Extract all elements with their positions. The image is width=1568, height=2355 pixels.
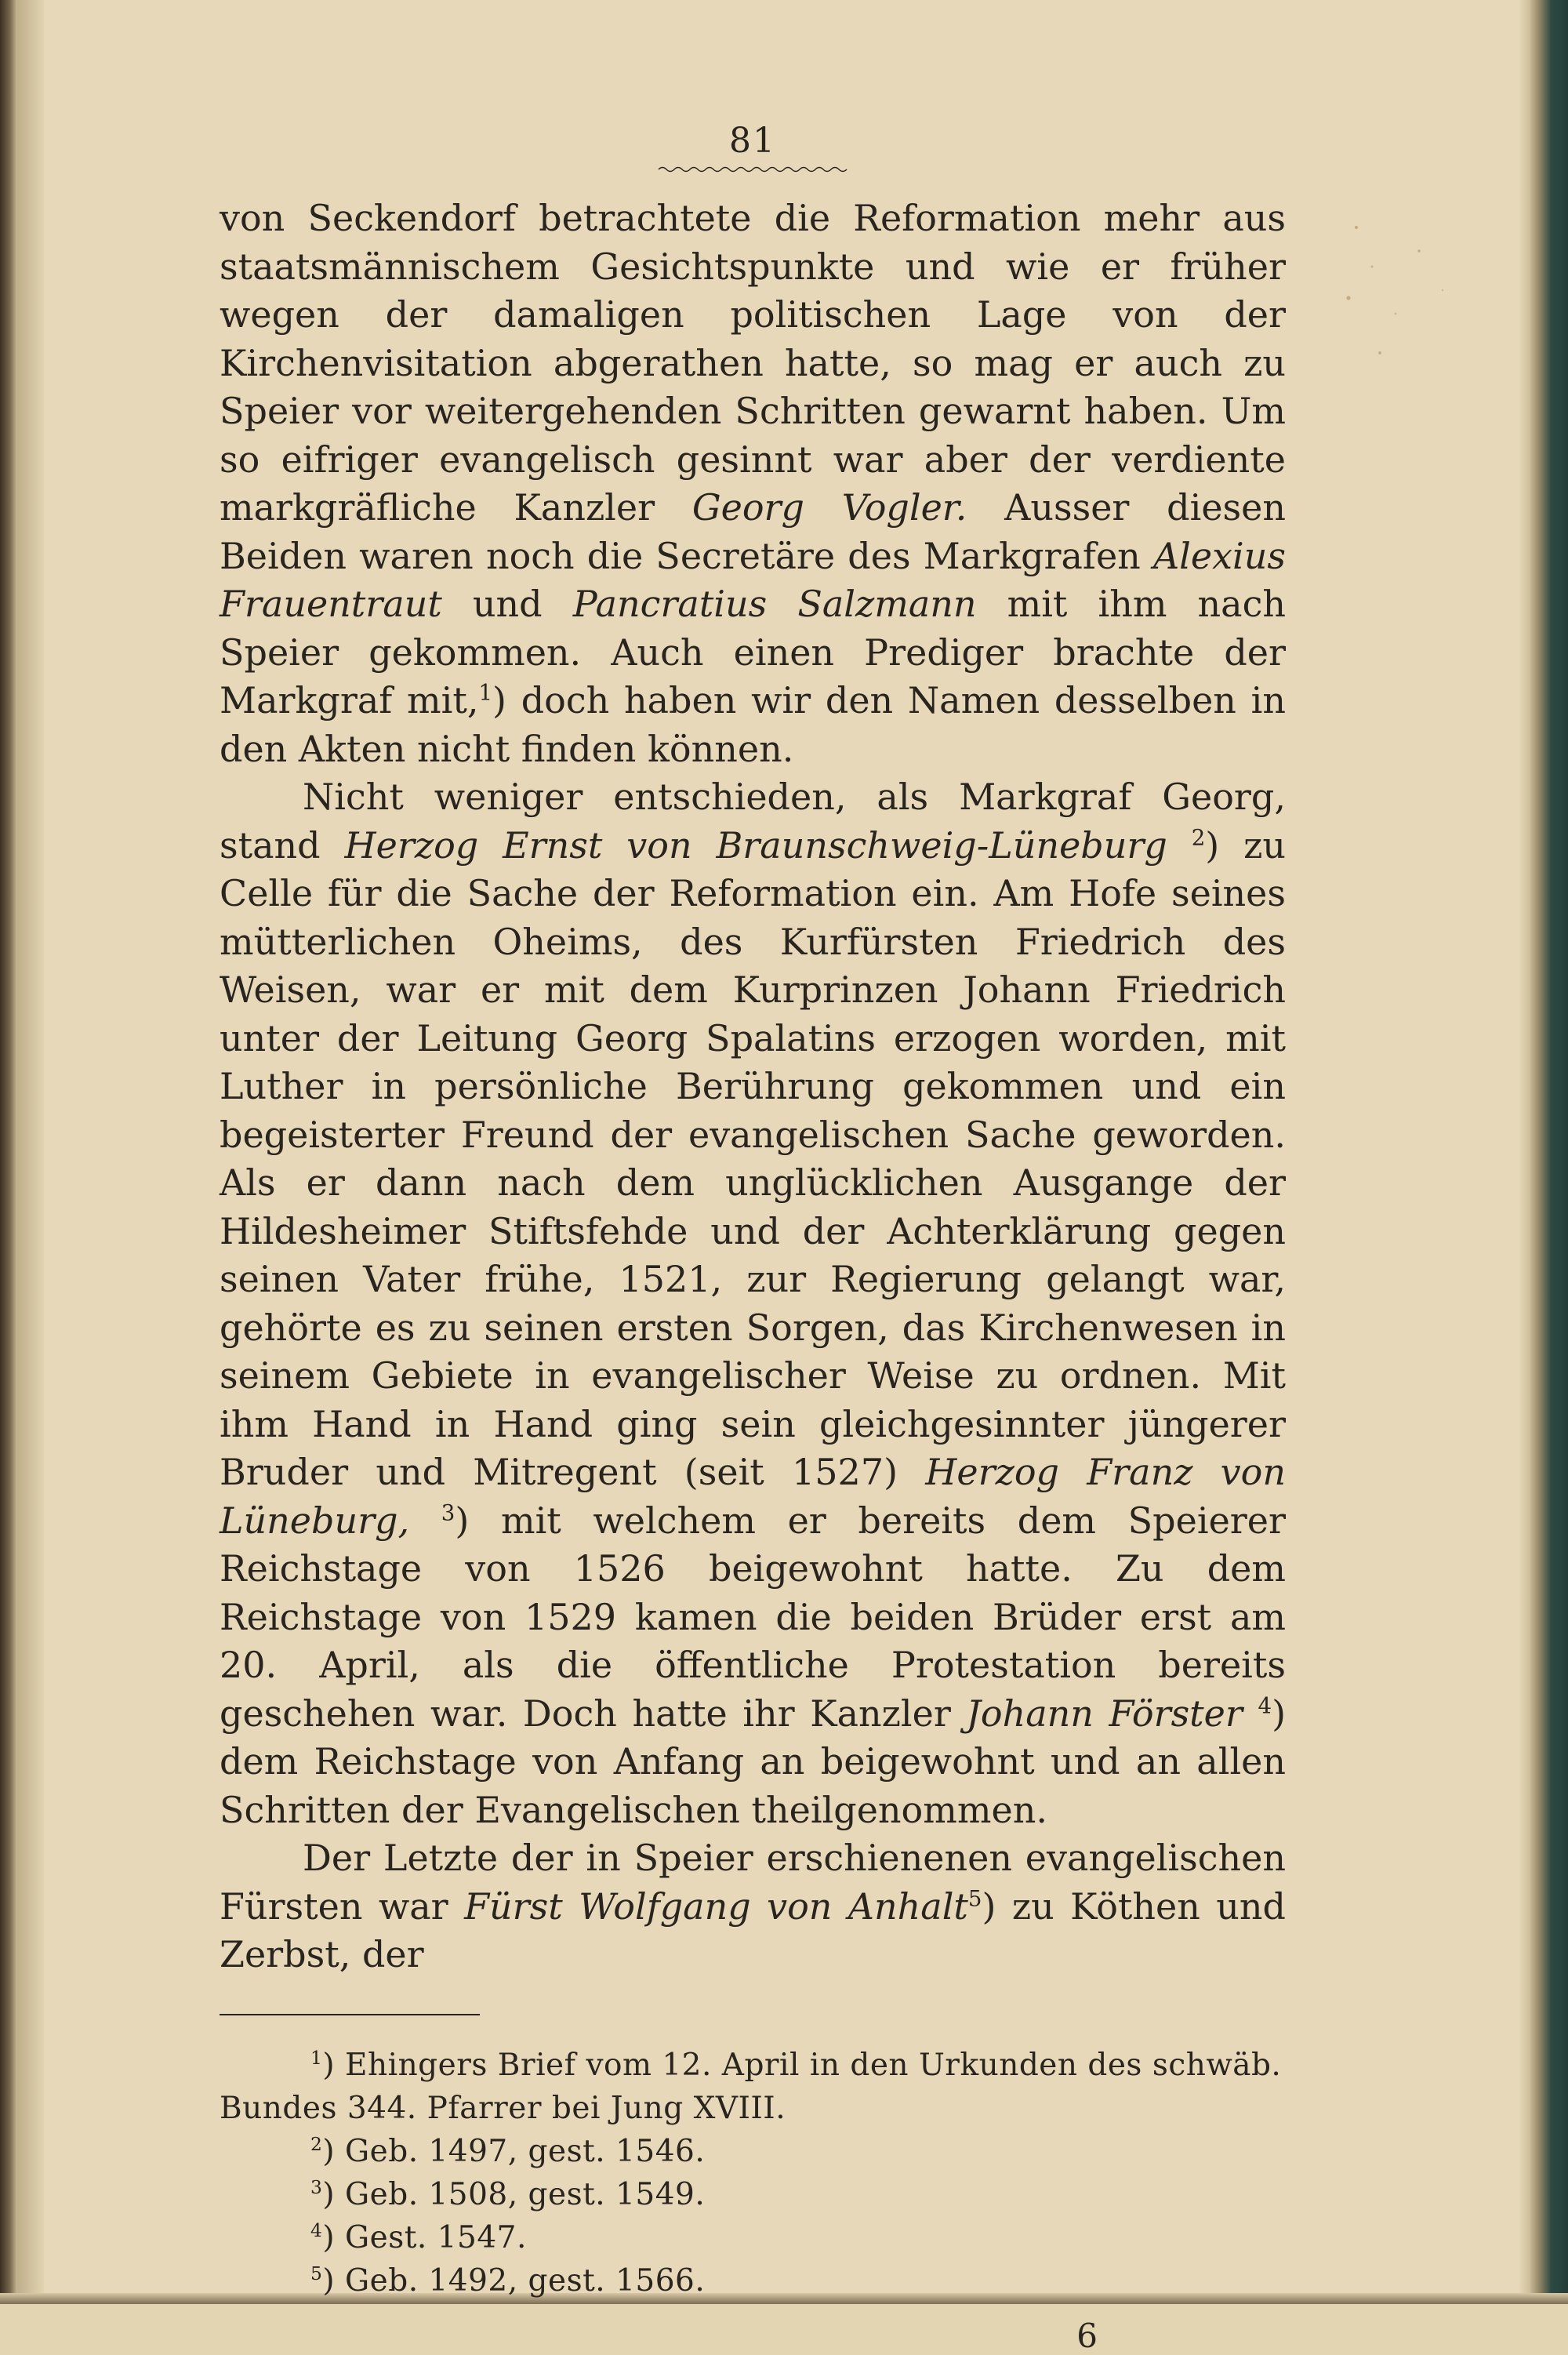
text-run bbox=[1167, 824, 1192, 867]
body-text bbox=[220, 194, 1286, 1979]
footnote-5 bbox=[220, 2259, 1286, 2302]
italic-name: Herzog Ernst von Braunschweig-Lüneburg bbox=[344, 823, 1167, 867]
footnote-3 bbox=[220, 2173, 1286, 2216]
signature-mark: 6 bbox=[1076, 2316, 1098, 2355]
text-run: Nicht weniger entschieden, als Markgraf Georg, stand bbox=[220, 776, 1286, 867]
text-run: Ausser diesen Beiden waren noch die Secretäre des Markgrafen bbox=[220, 486, 1287, 577]
footnote-2 bbox=[220, 2130, 1286, 2173]
footnote-ref: 5 bbox=[967, 1885, 982, 1912]
footnote-mark: 4 bbox=[310, 2219, 323, 2241]
footnote-mark: 5 bbox=[310, 2262, 323, 2284]
footnote-text: ) Ehingers Brief vom 12. April in den Urkunden des schwäb. bbox=[322, 2047, 1282, 2083]
italic-name: Alexius Frauentraut bbox=[220, 534, 1286, 625]
text-run: ) zu Celle für die Sache der Reformation ein. Am Hofe seines mütterlichen Oheims, des Kurfürsten Friedrich des Weisen, war er mit dem Kurprinzen Johann Friedrich unter der Leitung Georg Spalatins erzogen worden, mit Luther in persönliche Berührung gekommen und ein begeisterter Freund der evangelischen Sache geworden. Als er dann nach dem unglücklichen Ausgange der Hildesheimer Stiftsfehde und der Achterklärung gegen seinen Vater frühe, 1521, zur Regierung gelangt war, gehörte es zu seinen ersten Sorgen, das Kirchenwesen in seinem Gebiete in evangelischer Weise zu ordnen. Mit ihm Hand in Hand ging sein gleichgesinnter jüngerer Bruder und Mitregent (seit 1527) bbox=[220, 823, 1286, 1493]
italic-name: Herzog Franz von Lüneburg, bbox=[220, 1451, 1286, 1542]
page-content bbox=[220, 110, 1286, 2355]
italic-name: Pancratius Salzmann bbox=[572, 583, 977, 625]
footnote-1 bbox=[220, 2044, 1286, 2087]
footnote-text: ) Gest. 1547. bbox=[322, 2219, 527, 2255]
footnote-ref: 2 bbox=[1191, 824, 1206, 851]
footnote-mark: 3 bbox=[310, 2175, 323, 2198]
footnote-ref: 4 bbox=[1258, 1692, 1272, 1719]
page-fore-edge bbox=[1519, 0, 1530, 2304]
footnotes bbox=[220, 2044, 1286, 2302]
book-cover-edge bbox=[1530, 0, 1568, 2304]
footnote-ref: 1 bbox=[478, 679, 493, 706]
text-run: mit ihm nach Speier gekommen. Auch einen Prediger brachte der Markgraf mit, bbox=[220, 583, 1286, 721]
paragraph-p2 bbox=[220, 773, 1286, 1834]
footnote-mark: 2 bbox=[310, 2132, 323, 2155]
paragraph-p3 bbox=[220, 1834, 1286, 1979]
footnote-text: ) Geb. 1508, gest. 1549. bbox=[322, 2176, 706, 2212]
footnote-continuation: Bundes 344. Pfarrer bei Jung XVIII. bbox=[220, 2090, 786, 2126]
footnote-ref: 3 bbox=[441, 1499, 456, 1526]
text-run: ) doch haben wir den Namen desselben in den Akten nicht finden können. bbox=[220, 679, 1287, 770]
footnote-text: ) Geb. 1497, gest. 1546. bbox=[322, 2133, 706, 2169]
page-number: 81 bbox=[729, 121, 776, 161]
footnote-text: ) Geb. 1492, gest. 1566. bbox=[322, 2262, 706, 2299]
italic-name: Georg Vogler. bbox=[691, 486, 967, 529]
text-run bbox=[1243, 1692, 1258, 1735]
footnote-mark: 1 bbox=[310, 2046, 323, 2069]
header-wavy-rule bbox=[659, 165, 847, 174]
footnote-4 bbox=[220, 2216, 1286, 2259]
paragraph-p1 bbox=[220, 194, 1286, 773]
footnote-separator bbox=[220, 2014, 480, 2015]
italic-name: Fürst Wolfgang von Anhalt bbox=[464, 1884, 968, 1928]
text-run bbox=[409, 1499, 441, 1542]
text-run: Der Letzte der in Speier erschienenen evangelischen Fürsten war bbox=[220, 1837, 1286, 1928]
page-gutter bbox=[17, 0, 44, 2304]
text-run: von Seckendorf betrachtete die Reformation mehr aus staatsmännischem Gesichtspunkte und wie er früher wegen der damaligen politischen Lage von der Kirchenvisitation abgerathen hatte, so mag er auch zu Speier vor weitergehenden Schritten gewarnt haben. Um so eifriger evangelisch gesinnt war aber der verdiente markgräfliche Kanzler bbox=[220, 197, 1286, 529]
text-run: und bbox=[441, 583, 573, 625]
italic-name: Johann Förster bbox=[966, 1692, 1243, 1735]
text-run: ) zu Köthen und Zerbst, der bbox=[220, 1884, 1286, 1975]
paper-foxing-specks bbox=[1325, 204, 1482, 376]
text-run: ) dem Reichstage von Anfang an beigewohnt und an allen Schritten der Evangelischen theilgenommen. bbox=[220, 1692, 1287, 1831]
book-binding-left bbox=[0, 0, 17, 2304]
text-run: ) mit welchem er bereits dem Speierer Reichstage von 1526 beigewohnt hatte. Zu dem Reichstage von 1529 kamen die beiden Brüder erst am 20. April, als die öffentliche Protestation bereits geschehen war. Doch hatte ihr Kanzler bbox=[220, 1499, 1286, 1735]
